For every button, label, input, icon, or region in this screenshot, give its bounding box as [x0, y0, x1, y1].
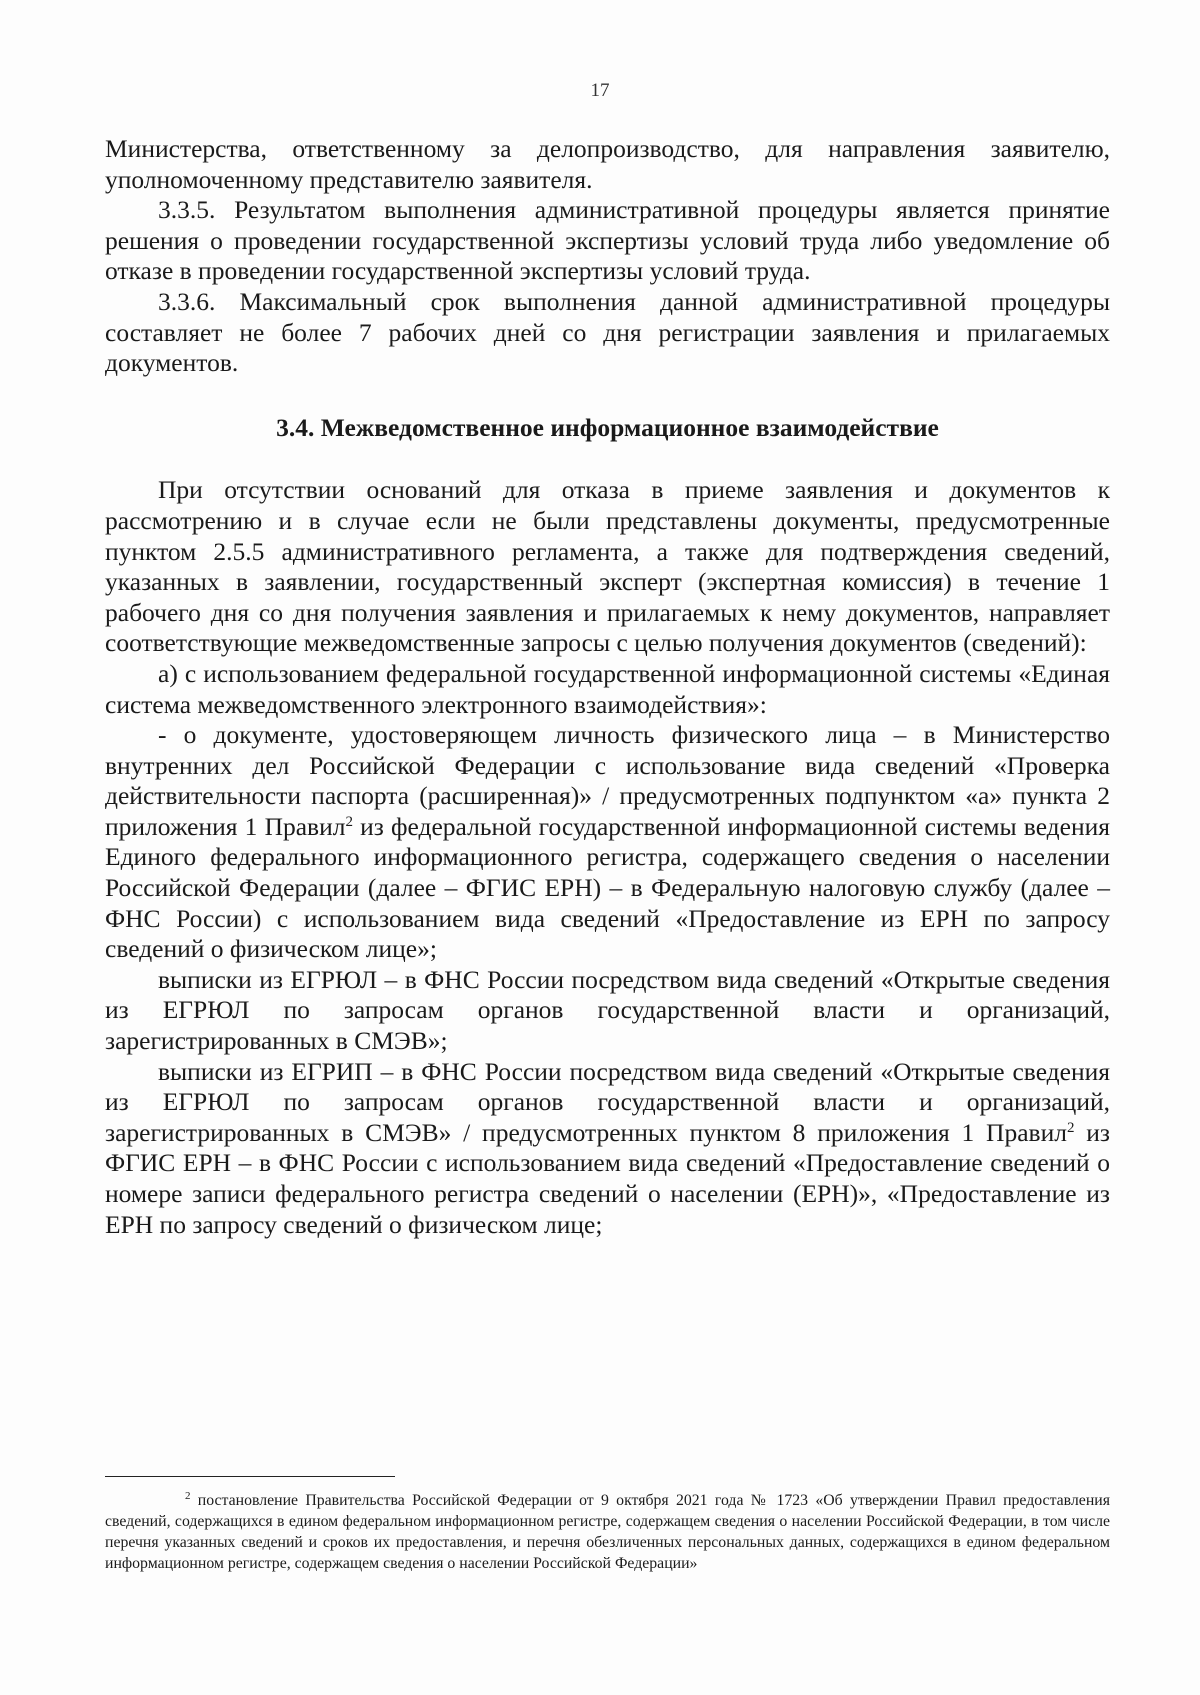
footnote-marker: 2 [185, 1490, 191, 1502]
footnote-text: постановление Правительства Российской Федерации от 9 октября 2021 года № 1723 «Об утверждении Правил предоставления сведений, содержащихся в едином федеральном информационном регистре, содержащем сведения о населении Российской Федерации, в том числе перечня указанных сведений и сроков их предоставления, и перечня обезличенных персональных данных, содержащихся в едином федеральном информационном регистре, содержащем сведения о населении Российской Федерации» [105, 1492, 1110, 1572]
paragraph-text: из ФГИС ЕРН – в ФНС России с использованием вида сведений «Предоставление сведений о номере записи федерального регистра сведений о населении (ЕРН)», «Предоставление из ЕРН по запросу сведений о физическом лице; [105, 1117, 1110, 1239]
footnote-reference: 2 [1066, 1119, 1075, 1136]
paragraph-identity-document [105, 720, 1110, 965]
paragraph-continuation: Министерства, ответственному за делопроизводство, для направления заявителю, уполномоченному представителю заявителя. [105, 134, 1110, 194]
paragraph-egrip-extract [105, 1057, 1110, 1241]
section-heading-3-4: 3.4. Межведомственное информационное взаимодействие [276, 412, 939, 442]
paragraph-3-3-6: 3.3.6. Максимальный срок выполнения данной административной процедуры составляет не более 7 рабочих дней со дня регистрации заявления и прилагаемых документов. [105, 286, 1110, 378]
paragraph-text: выписки из ЕГРИП – в ФНС России посредством вида сведений «Открытые сведения из ЕГРЮЛ по запросам органов государственной власти и организаций, зарегистрированных в СМЭВ» / предусмотренных пунктом 8 приложения 1 Правил [105, 1056, 1110, 1147]
document-body [105, 134, 1110, 1240]
footnote-separator [105, 1476, 395, 1477]
paragraph-text: из федеральной государственной информационной системы ведения Единого федерального информационного регистра, содержащего сведения о населении Российской Федерации (далее – ФГИС ЕРН) – в Федеральную налоговую службу (далее – ФНС России) с использованием вида сведений «Предоставление из ЕРН по запросу сведений о физическом лице»; [105, 811, 1110, 964]
paragraph-text: - о документе, удостоверяющем личность физического лица – в Министерство внутренних дел Российской Федерации с использование вида сведений «Проверка действительности паспорта (расширенная)» / предусмотренных подпунктом «а» пункта 2 приложения 1 Правил [105, 720, 1110, 841]
paragraph-3-3-5: 3.3.5. Результатом выполнения административной процедуры является принятие решения о проведении государственной экспертизы условий труда либо уведомление об отказе в проведении государственной экспертизы условий труда. [105, 195, 1110, 286]
paragraph-item-a: а) с использованием федеральной государственной информационной системы «Единая система межведомственного электронного взаимодействия»: [105, 658, 1110, 719]
paragraph-interagency-requests: При отсутствии оснований для отказа в приеме заявления и документов к рассмотрению и в случае если не были представлены документы, предусмотренные пунктом 2.5.5 административного регламента, а также для подтверждения сведений, указанных в заявлении, государственный эксперт (экспертная комиссия) в течение 1 рабочего дня со дня получения заявления и прилагаемых к нему документов, направляет соответствующие межведомственные запросы с целью получения документов (сведений): [105, 475, 1110, 658]
footnote [105, 1490, 1110, 1574]
paragraph-egrul-extract: выписки из ЕГРЮЛ – в ФНС России посредством вида сведений «Открытые сведения из ЕГРЮЛ по запросам органов государственной власти и организаций, зарегистрированных в СМЭВ»; [105, 964, 1110, 1056]
page-number: 17 [590, 80, 610, 101]
footnote-reference: 2 [345, 813, 353, 830]
